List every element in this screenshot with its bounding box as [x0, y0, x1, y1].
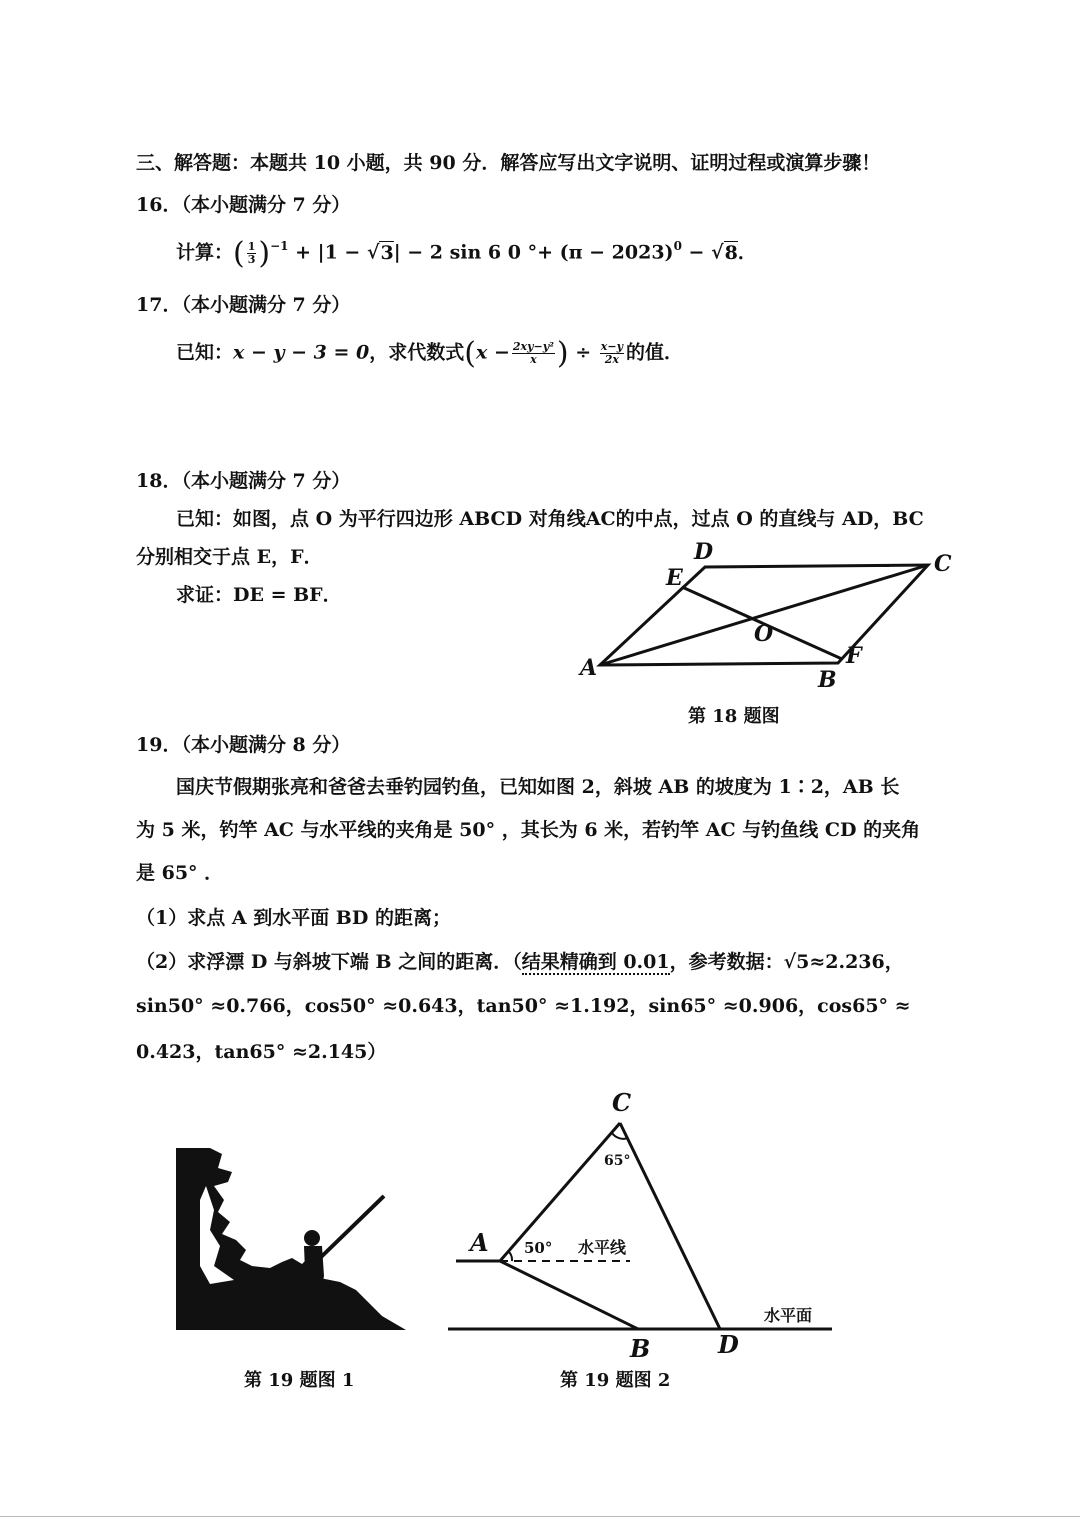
- fisherman-head: [304, 1230, 320, 1246]
- q17-x-minus: x −: [476, 341, 510, 364]
- q19-reference-data-2: 0.423，tan65° ≈2.145）: [136, 1041, 387, 1063]
- page-bottom-rule: [0, 1516, 1080, 1517]
- fishing-rod: [318, 1196, 384, 1260]
- q16-fraction: [247, 241, 257, 266]
- angle-arc-a: [508, 1251, 512, 1261]
- q17-frac2-num: x−y: [600, 340, 623, 353]
- q16-expression: 计算：( $\frac{1}{3}$ )$^{-1}$ + |1 − √3| − 2 sin 6 0 °+ $(\pi - 2023)^0 - √8$．: [176, 236, 757, 271]
- q18-text-1: 已知：如图，点 O 为平行四边形 ABCD 对角线AC的中点，过点 O 的直线与 AD，BC: [176, 508, 924, 530]
- q17-label: 17．（本小题满分 7 分）: [136, 294, 351, 316]
- fig2-point-b: B: [630, 1334, 651, 1360]
- point-o-label: O: [754, 621, 774, 647]
- q16-rest: | − 2 sin 6 0 °+ (π − 2023): [393, 241, 674, 264]
- q17-div: ÷: [568, 341, 598, 364]
- q19-label: 19．（本小题满分 8 分）: [136, 734, 351, 756]
- q17-prefix: 已知：: [176, 341, 234, 364]
- fig2-point-d: D: [718, 1330, 739, 1359]
- q16-mid: + |1 −: [288, 241, 367, 264]
- point-b-label: B: [818, 667, 837, 693]
- point-e-label: E: [666, 565, 683, 591]
- q19-part-2: [136, 947, 904, 974]
- q16-exp0: 0: [673, 238, 682, 253]
- fig2-angle-c-label: 65°: [604, 1153, 631, 1169]
- fig2-angle-a-label: 50°: [524, 1239, 553, 1257]
- slope-ab: [500, 1261, 638, 1329]
- fig2-point-a: A: [470, 1228, 489, 1257]
- q17-frac1-den: x: [530, 353, 537, 366]
- q18-prove: 求证：DE = BF．: [176, 584, 342, 606]
- point-a-label: A: [580, 655, 598, 681]
- fig2-horizontal-surface-label: 水平面: [764, 1306, 813, 1325]
- point-d-label: D: [694, 539, 714, 565]
- q17-condition: x − y − 3 = 0: [233, 341, 370, 364]
- q17-expression: 已知：x − y − 3 = 0，求代数式(x − $\frac{\text{2xy−y²}}{x}$ ) ÷ $\frac{x-y}{2x}$ 的值．: [176, 336, 683, 371]
- q16-label: 16．（本小题满分 7 分）: [136, 194, 351, 216]
- section-heading: 三、解答题：本题共 10 小题，共 90 分．解答应写出文字说明、证明过程或演算步骤！: [136, 152, 881, 174]
- q17-end: 的值．: [625, 341, 683, 364]
- q16-frac-num: 1: [247, 240, 256, 253]
- q19-part-2-b: ，参考数据：√5≈2.236，: [669, 951, 904, 973]
- q18-text-2: 分别相交于点 E，F．: [136, 546, 323, 568]
- q17-fraction-2: [600, 341, 624, 366]
- q19-precision-note: 结果精确到 0.01: [521, 951, 670, 973]
- q19-figure-2: [440, 1085, 850, 1360]
- q18-figure: [570, 535, 970, 705]
- q19-figure-1-fisherman-silhouette: [170, 1090, 415, 1335]
- fig2-horizontal-line-label: 水平线: [578, 1238, 627, 1257]
- q17-frac1-num: 2xy−y²: [512, 340, 554, 353]
- q19-text-3: 是 65° ．: [136, 862, 224, 884]
- q16-sqrt8: 8: [724, 241, 738, 264]
- q19-reference-data-1: sin50° ≈0.766，cos50° ≈0.643，tan50° ≈1.192，sin65° ≈0.906，cos65° ≈: [136, 995, 911, 1017]
- q17-fraction-1: [512, 341, 555, 366]
- q17-frac2-den: 2x: [604, 353, 619, 366]
- q16-exp-neg1: −1: [270, 238, 289, 253]
- q19-caption-1: 第 19 题图 1: [244, 1370, 355, 1391]
- q19-caption-2: 第 19 题图 2: [560, 1370, 671, 1391]
- q16-minus: −: [681, 241, 712, 264]
- q16-frac-den: 3: [247, 253, 256, 266]
- q18-caption: 第 18 题图: [688, 706, 780, 727]
- q19-text-2: 为 5 米，钓竿 AC 与水平线的夹角是 50° ，其长为 6 米，若钓竿 AC 与钓鱼线 CD 的夹角: [136, 819, 921, 841]
- point-f-label: F: [846, 643, 862, 669]
- q19-text-1: 国庆节假期张亮和爸爸去垂钓园钓鱼，已知如图 2，斜坡 AB 的坡度为 1∶2，AB 长: [176, 776, 900, 798]
- q16-sqrt3: 3: [380, 241, 394, 264]
- q16-prefix: 计算：: [176, 241, 234, 264]
- q19-part-2-a: （2）求浮漂 D 与斜坡下端 B 之间的距离．（: [136, 951, 522, 973]
- q19-part-1: （1）求点 A 到水平面 BD 的距离；: [136, 907, 451, 929]
- q16-end: ．: [737, 241, 757, 264]
- line-cd: [620, 1123, 720, 1329]
- q18-label: 18．（本小题满分 7 分）: [136, 470, 351, 492]
- q17-mid: ，求代数式: [369, 341, 465, 364]
- diagonal-ac: [600, 565, 928, 665]
- fig2-point-c: C: [612, 1088, 632, 1117]
- point-c-label: C: [934, 551, 952, 577]
